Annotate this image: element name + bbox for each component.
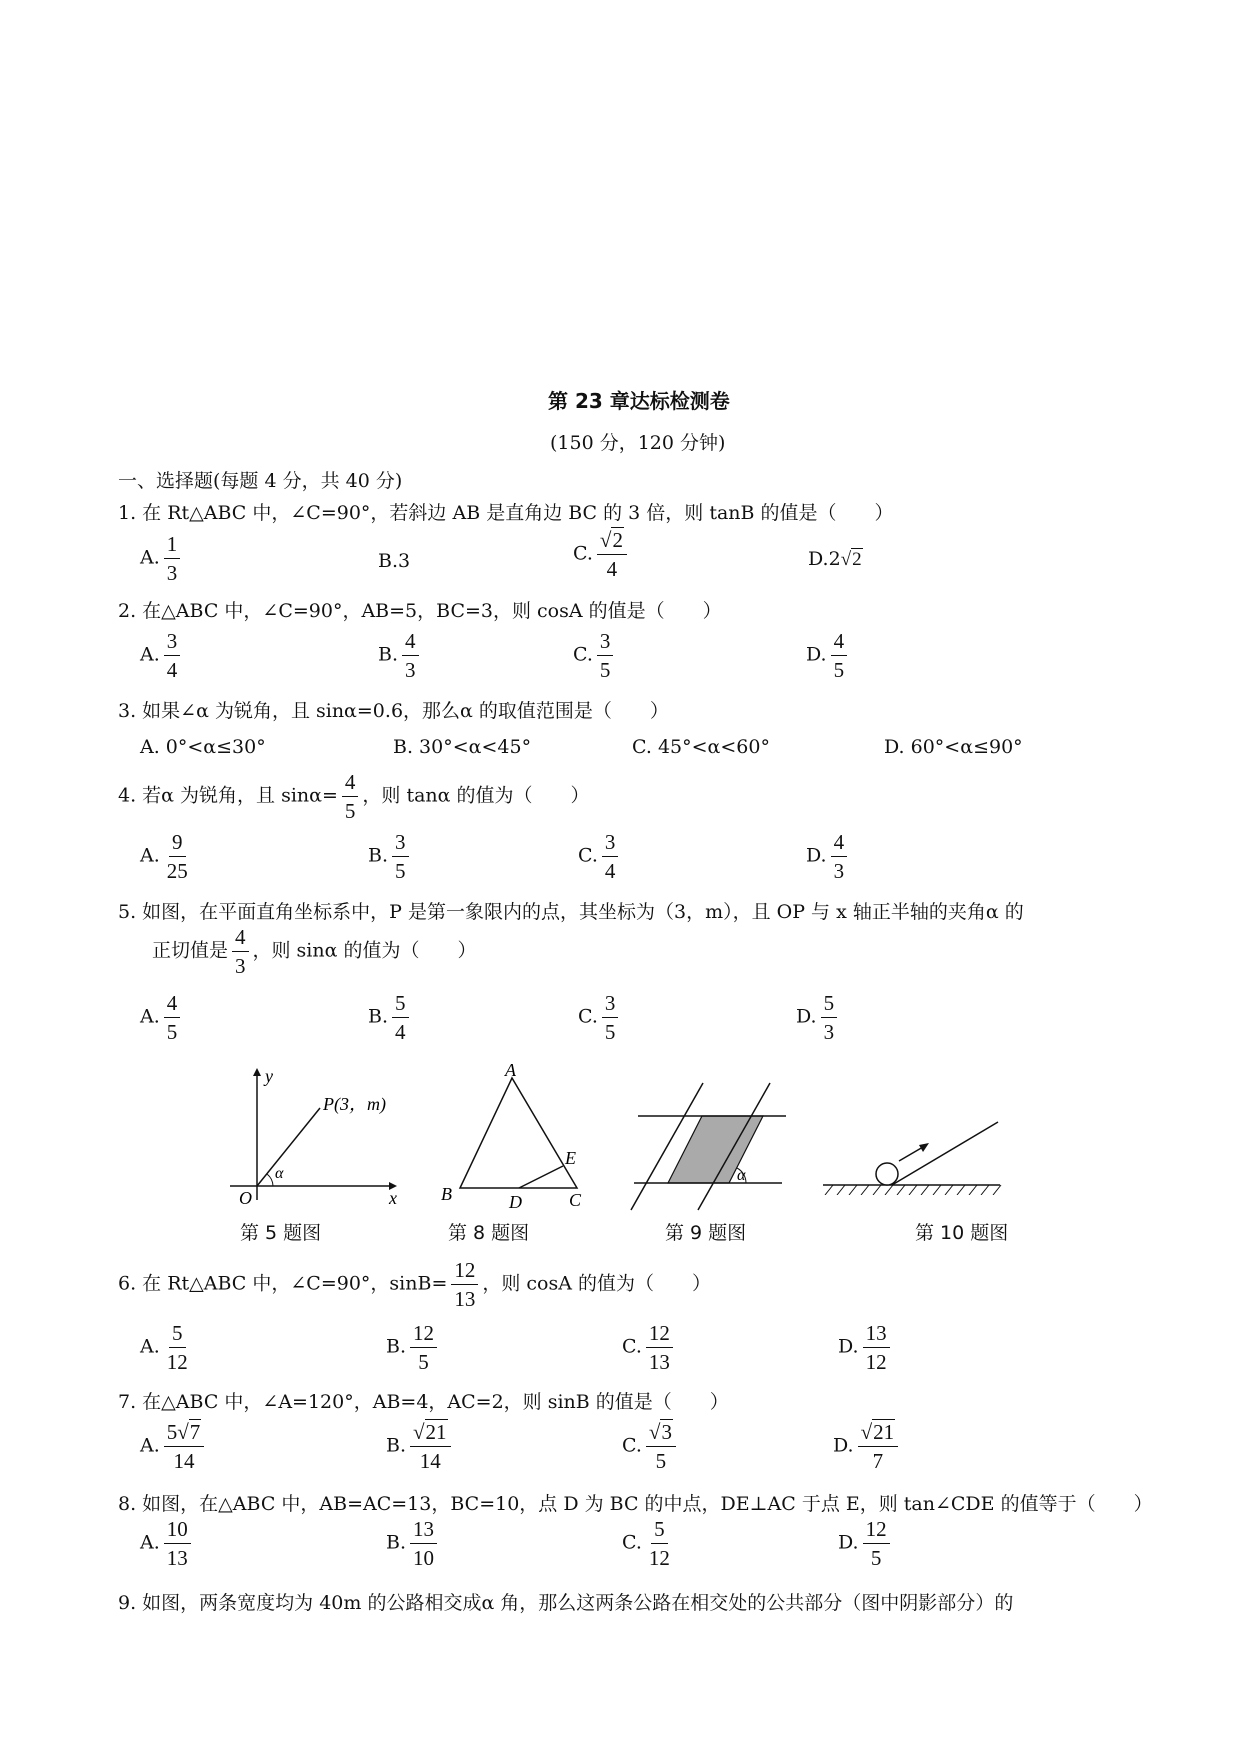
option-label: B. [378, 643, 399, 666]
stem-text: 4. 若α 为锐角，且 sinα= [118, 784, 338, 807]
question-7-stem: 7. 在△ABC 中，∠A=120°，AB=4，AC=2，则 sinB 的值是（ ） [118, 1391, 729, 1413]
question-1-option-b [378, 550, 410, 572]
fraction [597, 528, 627, 581]
question-7-option-a [140, 1420, 208, 1473]
question-4-stem [118, 770, 590, 823]
alpha-label: α [275, 1165, 284, 1182]
question-3-option-b: B. 30°<α<45° [393, 736, 532, 758]
hatch [909, 1185, 917, 1195]
denominator: 13 [166, 1546, 188, 1571]
option-label: D. [833, 1434, 854, 1457]
shaded-intersection [668, 1116, 763, 1183]
option-label: C. [622, 1531, 642, 1554]
fraction [164, 532, 181, 585]
fraction [410, 1321, 437, 1374]
numerator: 3 [602, 991, 619, 1018]
sqrt: √3 [648, 1420, 672, 1444]
question-2-option-a [140, 629, 184, 682]
denominator: 10 [413, 1546, 435, 1571]
denominator: 5 [166, 1020, 178, 1045]
option-value: 3 [398, 550, 411, 572]
question-6-option-b [386, 1321, 441, 1374]
numerator: 5 [651, 1517, 668, 1544]
numerator [164, 1420, 205, 1447]
segment-de [519, 1166, 563, 1188]
numerator: 4 [164, 991, 181, 1018]
fraction [410, 1517, 437, 1570]
question-5-option-b [368, 991, 413, 1044]
denominator: 5 [599, 658, 611, 683]
denominator: 3 [823, 1020, 835, 1045]
option-label: A. [140, 546, 160, 569]
fraction [646, 1420, 676, 1473]
hatch [837, 1185, 845, 1195]
stem-text: ，则 tanα 的值为（ ） [362, 784, 590, 807]
option-label: C. [578, 844, 598, 867]
hatch [825, 1185, 833, 1195]
coefficient: 5 [166, 1420, 178, 1444]
denominator: 3 [833, 859, 845, 884]
denominator: 12 [865, 1350, 887, 1375]
radicand: 2 [612, 528, 623, 552]
denominator: 4 [395, 1020, 406, 1045]
fraction [602, 991, 619, 1044]
hatch [897, 1185, 905, 1195]
fraction [821, 991, 838, 1044]
denominator: 12 [648, 1546, 670, 1571]
option-label: D. [796, 1005, 817, 1028]
question-8-option-b [386, 1517, 441, 1570]
denominator: 5 [395, 859, 406, 884]
question-1-option-d [808, 548, 863, 571]
hatch [861, 1185, 869, 1195]
question-5-stem-line2 [152, 925, 477, 978]
fraction [831, 830, 848, 883]
fraction [392, 830, 409, 883]
hatch [873, 1185, 881, 1195]
figure-8-caption: 第 8 题图 [448, 1222, 530, 1244]
option-label: B. [378, 550, 399, 572]
hatch [885, 1185, 893, 1195]
option-label: A. [140, 1335, 160, 1358]
y-axis-arrow [253, 1068, 261, 1076]
fraction [392, 991, 409, 1044]
numerator [597, 528, 627, 555]
option-label: A. [140, 844, 160, 867]
denominator: 5 [344, 799, 356, 824]
numerator: 5 [821, 991, 838, 1018]
triangle-abc [460, 1078, 577, 1188]
radicand: 2 [852, 549, 862, 570]
fraction [863, 1321, 890, 1374]
numerator: 4 [342, 770, 359, 797]
option-label: B. [386, 1434, 407, 1457]
option-label: A. [140, 1531, 160, 1554]
option-label: C. [578, 1005, 598, 1028]
option-label: B. [368, 844, 389, 867]
numerator: 13 [863, 1321, 890, 1348]
question-3-option-a: A. 0°<α≤30° [140, 736, 266, 758]
x-label: x [389, 1188, 397, 1208]
numerator: 9 [169, 830, 186, 857]
numerator: 1 [164, 532, 181, 559]
sqrt: √7 [177, 1420, 201, 1444]
option-label: B. [368, 1005, 389, 1028]
question-1-stem: 1. 在 Rt△ABC 中，∠C=90°，若斜边 AB 是直角边 BC 的 3 倍，则 tanB 的值是（ ） [118, 502, 894, 524]
fraction [858, 1420, 899, 1473]
fraction [646, 1517, 673, 1570]
fraction [863, 1517, 890, 1570]
y-label: y [265, 1066, 273, 1086]
option-label: D. [806, 643, 827, 666]
ball [876, 1163, 898, 1185]
fraction [232, 925, 249, 978]
option-label: C. [573, 643, 593, 666]
denominator: 14 [419, 1449, 441, 1474]
motion-arrow-shaft [899, 1147, 923, 1161]
fraction [597, 629, 614, 682]
question-6-option-d [838, 1321, 894, 1374]
section-heading: 一、选择题(每题 4 分，共 40 分) [118, 470, 403, 492]
option-label: A. [140, 1005, 160, 1028]
radicand: 7 [189, 1420, 201, 1444]
figure-5-caption: 第 5 题图 [240, 1222, 322, 1244]
numerator: 12 [646, 1321, 673, 1348]
alpha-label: α [737, 1167, 746, 1184]
question-2-option-b [378, 629, 423, 682]
sqrt: √21 [860, 1420, 895, 1444]
motion-arrow-head [919, 1143, 929, 1152]
fraction [646, 1321, 673, 1374]
stem-text: 6. 在 Rt△ABC 中，∠C=90°，sinB= [118, 1272, 448, 1295]
question-2-option-d [806, 629, 851, 682]
point-p-label: P(3，m) [323, 1094, 386, 1114]
denominator: 12 [166, 1350, 188, 1375]
question-8-option-d [838, 1517, 894, 1570]
numerator: 13 [410, 1517, 437, 1544]
numerator: 3 [392, 830, 409, 857]
question-6-option-c [622, 1321, 677, 1374]
numerator [858, 1420, 899, 1447]
question-3-stem: 3. 如果∠α 为锐角，且 sinα=0.6，那么α 的取值范围是（ ） [118, 700, 669, 722]
question-1-option-a [140, 532, 184, 585]
figure-9 [630, 1076, 790, 1211]
denominator: 5 [655, 1449, 667, 1474]
denominator: 7 [872, 1449, 884, 1474]
denominator: 5 [604, 1020, 616, 1045]
figure-8 [435, 1060, 595, 1210]
option-label: A. [140, 643, 160, 666]
denominator: 5 [418, 1350, 429, 1375]
vertex-b-label: B [441, 1184, 452, 1204]
fraction [410, 1420, 451, 1473]
angle-arc [267, 1174, 273, 1186]
vertex-c-label: C [569, 1190, 582, 1210]
fraction [164, 629, 181, 682]
question-4-option-d [806, 830, 851, 883]
question-8-option-c [622, 1517, 677, 1570]
numerator: 3 [164, 629, 181, 656]
question-3-option-d: D. 60°<α≤90° [884, 736, 1023, 758]
question-5-stem-line1: 5. 如图，在平面直角坐标系中，P 是第一象限内的点，其坐标为（3，m），且 OP 与 x 轴正半轴的夹角α 的 [118, 901, 1024, 923]
fraction [342, 770, 359, 823]
origin-label: O [239, 1188, 252, 1208]
denominator: 13 [648, 1350, 670, 1375]
fraction [402, 629, 419, 682]
fraction [164, 830, 191, 883]
hatch [945, 1185, 953, 1195]
question-5-option-c [578, 991, 622, 1044]
hatch [921, 1185, 929, 1195]
radicand: 21 [873, 1420, 895, 1444]
numerator: 12 [451, 1258, 478, 1285]
hatch [993, 1185, 1001, 1195]
coefficient: 2 [828, 548, 841, 570]
question-2-option-c [573, 629, 617, 682]
numerator: 10 [164, 1517, 191, 1544]
question-3-option-c: C. 45°<α<60° [632, 736, 770, 758]
numerator: 4 [402, 629, 419, 656]
denominator: 3 [235, 954, 246, 979]
sqrt: √2 [840, 549, 862, 570]
fraction [831, 629, 848, 682]
fraction [602, 830, 619, 883]
option-label: B. [386, 1531, 407, 1554]
numerator: 5 [392, 991, 409, 1018]
fraction [164, 991, 181, 1044]
option-label: D. [838, 1335, 859, 1358]
point-d-label: D [509, 1192, 522, 1210]
question-6-option-a [140, 1321, 195, 1374]
hatch [957, 1185, 965, 1195]
option-label: D. [838, 1531, 859, 1554]
option-label: D. [806, 844, 827, 867]
numerator: 5 [169, 1321, 186, 1348]
numerator: 3 [602, 830, 619, 857]
question-5-option-d [796, 991, 841, 1044]
option-label: A. [140, 1434, 160, 1457]
stem-text: ，则 sinα 的值为（ ） [252, 939, 477, 962]
ground-hatching [825, 1185, 1001, 1195]
question-7-option-c [622, 1420, 680, 1473]
figure-10 [815, 1110, 1015, 1195]
stem-text: 正切值是 [152, 939, 229, 962]
hatch [849, 1185, 857, 1195]
question-4-option-a [140, 830, 195, 883]
option-label: C. [573, 542, 593, 565]
option-label: B. [386, 1335, 407, 1358]
option-label: C. [622, 1434, 642, 1457]
stem-text: ，则 cosA 的值为（ ） [482, 1272, 712, 1295]
sqrt: √2 [599, 528, 623, 552]
numerator: 4 [831, 830, 848, 857]
numerator: 12 [410, 1321, 437, 1348]
numerator [410, 1420, 451, 1447]
question-2-stem: 2. 在△ABC 中，∠C=90°，AB=5，BC=3，则 cosA 的值是（ ） [118, 600, 722, 622]
question-6-stem [118, 1258, 711, 1311]
question-7-option-d [833, 1420, 902, 1473]
numerator: 12 [863, 1517, 890, 1544]
page-title: 第 23 章达标检测卷 [548, 389, 730, 413]
numerator: 4 [831, 629, 848, 656]
vertex-a-label: A [505, 1060, 516, 1080]
question-7-option-b [386, 1420, 455, 1473]
denominator: 14 [173, 1449, 195, 1474]
question-4-option-b [368, 830, 413, 883]
hatch [933, 1185, 941, 1195]
question-8-option-a [140, 1517, 195, 1570]
hatch [981, 1185, 989, 1195]
fraction [164, 1517, 191, 1570]
denominator: 3 [166, 561, 178, 586]
question-5-option-a [140, 991, 184, 1044]
figure-9-caption: 第 9 题图 [665, 1222, 747, 1244]
question-4-option-c [578, 830, 622, 883]
page-subtitle: (150 分，120 分钟) [550, 432, 726, 454]
denominator: 4 [166, 658, 178, 683]
figure-10-caption: 第 10 题图 [915, 1222, 1009, 1244]
sqrt: √21 [413, 1420, 447, 1444]
denominator: 4 [604, 859, 616, 884]
figure-5 [225, 1060, 415, 1210]
denominator: 13 [454, 1287, 476, 1312]
numerator: 4 [232, 925, 249, 952]
denominator: 25 [166, 859, 188, 884]
ray-op [257, 1108, 320, 1186]
question-8-stem: 8. 如图，在△ABC 中，AB=AC=13，BC=10，点 D 为 BC 的中点，DE⊥AC 于点 E，则 tan∠CDE 的值等于（ ） [118, 1493, 1153, 1515]
radicand: 3 [661, 1420, 672, 1444]
denominator: 5 [870, 1546, 882, 1571]
radicand: 21 [425, 1420, 447, 1444]
denominator: 5 [833, 658, 845, 683]
numerator: 3 [597, 629, 614, 656]
fraction [451, 1258, 478, 1311]
question-1-option-c [573, 528, 631, 581]
fraction [164, 1420, 205, 1473]
numerator [646, 1420, 676, 1447]
option-label: C. [622, 1335, 642, 1358]
incline [892, 1122, 998, 1185]
option-label: D. [808, 548, 829, 570]
point-e-label: E [565, 1148, 576, 1168]
fraction [164, 1321, 191, 1374]
hatch [969, 1185, 977, 1195]
denominator: 3 [405, 658, 416, 683]
question-9-stem: 9. 如图，两条宽度均为 40m 的公路相交成α 角，那么这两条公路在相交处的公共部分（图中阴影部分）的 [118, 1592, 1014, 1614]
denominator: 4 [606, 557, 618, 582]
